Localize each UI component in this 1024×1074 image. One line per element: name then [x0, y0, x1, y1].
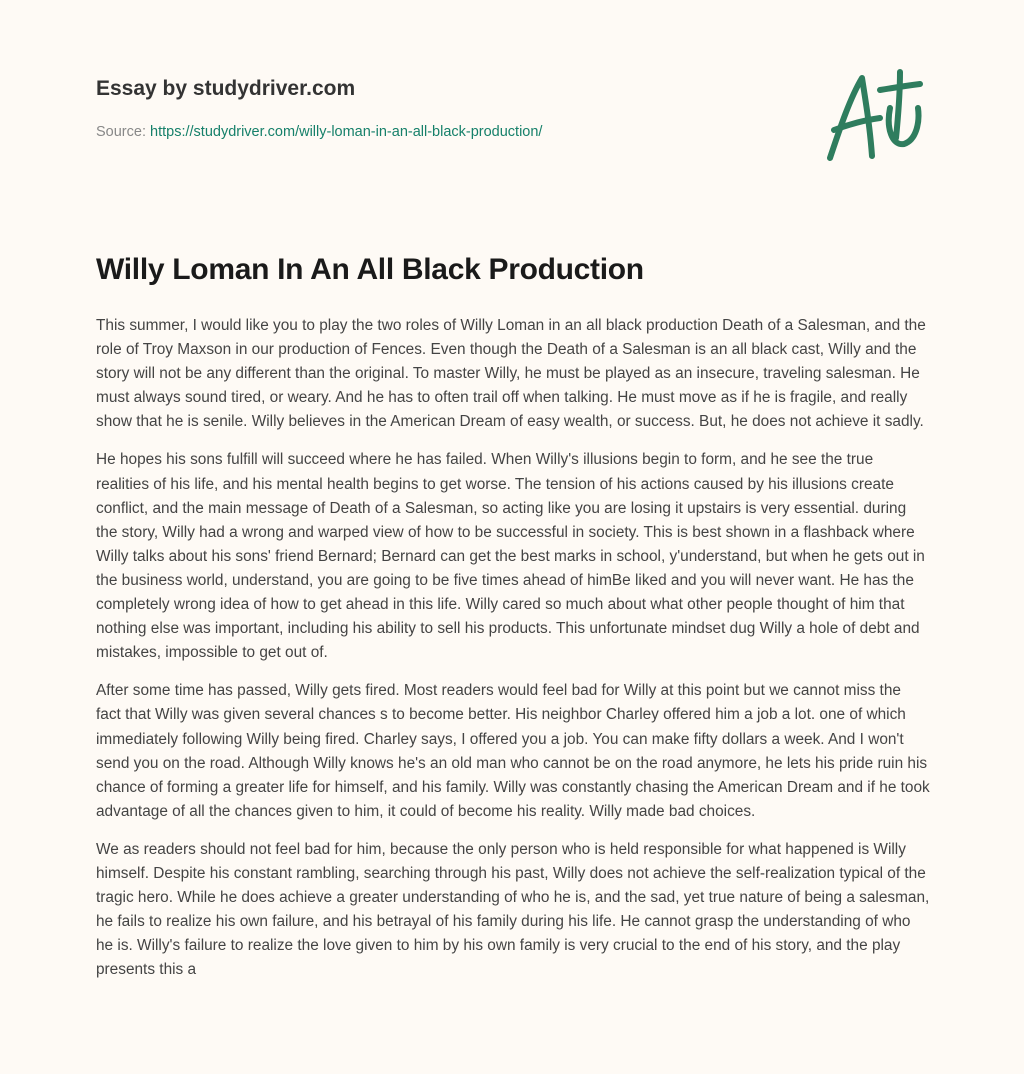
essay-body [96, 314, 930, 996]
paragraph: We as readers should not feel bad for him, because the only person who is held responsible for what happened is Willy himself. Despite his constant rambling, searching through his past, Willy does not achieve the self-realization typical of the tragic hero. While he does achieve a greater understanding of who he is, and the sad, yet true nature of being a salesman, he fails to realize his own failure, and his betrayal of his family during his life. He cannot grasp the understanding of who he is. Willy's failure to realize the love given to him by his own family is very crucial to the end of his story, and the play presents this a [96, 840, 930, 979]
essay-title: Willy Loman In An All Black Production [96, 253, 644, 286]
source-link[interactable]: https://studydriver.com/willy-loman-in-an-all-black-production/ [150, 124, 543, 140]
paragraph: After some time has passed, Willy gets fired. Most readers would feel bad for Willy at this point but we cannot miss the fact that Willy was given several chances s to become better. His neighbor Charley offered him a job a lot. one of which immediately following Willy being fired. Charley says, I offered you a job. You can make fifty dollars a week. And I won't send you on the road. Although Willy knows he's an old man who cannot be on the road anymore, he lets his pride ruin his chance of forming a greater life for himself, and his family. Willy was constantly chasing the American Dream and if he took advantage of all the chances given to him, it could of become his reality. Willy made bad choices. [96, 682, 930, 820]
site-brand: Essay by studydriver.com [96, 77, 356, 100]
paragraph: This summer, I would like you to play the two roles of Willy Loman in an all black production Death of a Salesman, and the role of Troy Maxson in our production of Fences. Even though the Death of a Salesman is an all black cast, Willy and the story will not be any different than the original. To master Willy, he must be played as an insecure, traveling salesman. He must always sound tired, or weary. And he has to often trail off when talking. He must move as if he is fragile, and really show that he is senile. Willy believes in the American Dream of easy wealth, or success. But, he does not achieve it sadly. [96, 317, 926, 431]
a-plus-logo-icon [820, 68, 930, 168]
source-label: Source: [96, 124, 146, 140]
paragraph: He hopes his sons fulfill will succeed where he has failed. When Willy's illusions begin to form, and he see the true realities of his life, and his mental health begins to get worse. The tension of his actions caused by his illusions create conflict, and the main message of Death of a Salesman, so acting like you are losing it upstairs is very essential. during the story, Willy had a wrong and warped view of how to be successful in society. This is best shown in a flashback where Willy talks about his sons' friend Bernard; Bernard can get the best marks in school, y'understand, but when he gets out in the business world, understand, you are going to be five times ahead of himBe liked and you will never want. He has the completely wrong idea of how to get ahead in this life. Willy cared so much about what other people thought of him that nothing else was important, including his ability to sell his products. This unfortunate mindset dug Willy a hole of debt and mistakes, impossible to get out of. [96, 451, 925, 662]
source-line [96, 124, 542, 140]
